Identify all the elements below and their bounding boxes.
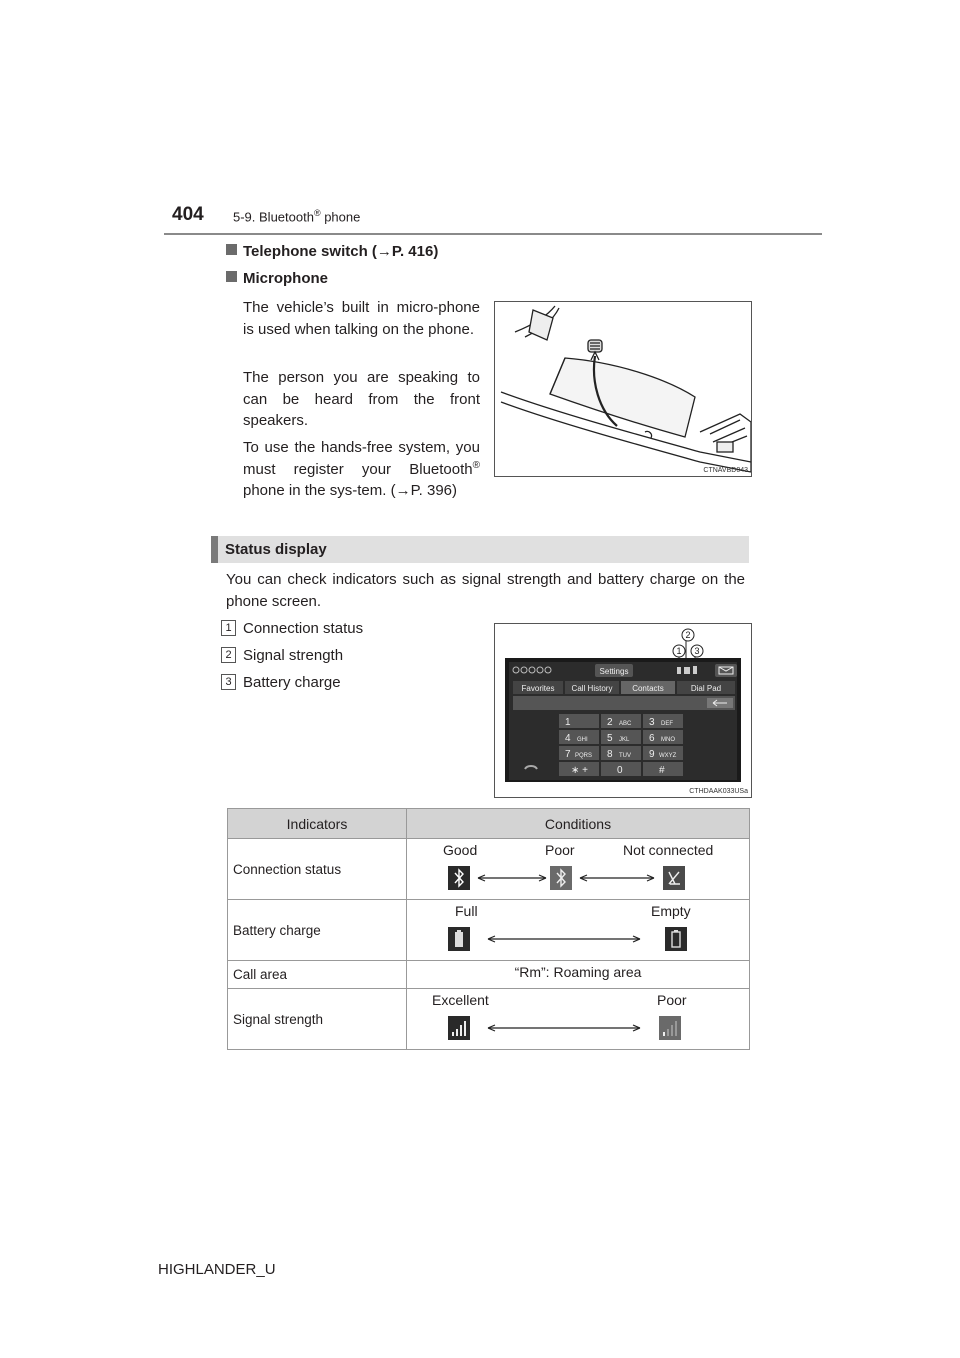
indicator-name: Connection status (228, 839, 407, 900)
list-item: Battery charge (243, 674, 341, 691)
key-digit: 6 (649, 733, 655, 744)
indicators-table (227, 808, 750, 1050)
indicator-name: Call area (228, 961, 407, 989)
callout-2: 2 (685, 630, 691, 640)
key-digit: 5 (607, 733, 613, 744)
table-row (228, 839, 750, 900)
indicator-condition: “Rm”: Roaming area (407, 961, 750, 989)
condition-label: Empty (651, 903, 691, 919)
key-letters: ABC (619, 721, 632, 727)
signal-strength-icons (448, 1016, 748, 1042)
signal-full-icon (448, 1016, 470, 1040)
list-number: 2 (221, 647, 236, 663)
key-letters: DEF (661, 721, 673, 727)
microphone-illustration (494, 301, 752, 477)
figure-code: CTNAVBD043 (703, 467, 748, 474)
microphone-paragraph-3: To use the hands-free system, you must register your Bluetooth® phone in the sys-tem. (→P. 396) (243, 439, 480, 499)
tab-dial-pad: Dial Pad (690, 684, 722, 693)
key-digit: 0 (617, 765, 623, 776)
phone-screen-drawing (495, 624, 751, 797)
tab-call-history: Call History (571, 684, 613, 693)
key-digit: 3 (649, 717, 655, 728)
key-letters: PQRS (575, 753, 593, 759)
key-letters: GHI (577, 737, 588, 743)
list-number: 1 (221, 620, 236, 636)
indicator-name: Battery charge (228, 900, 407, 961)
key-digit: ∗ + (571, 765, 588, 776)
indicator-condition (407, 989, 750, 1050)
status-display-heading (211, 536, 749, 563)
microphone-paragraph-1: The vehicle’s built in micro-phone is used when talking on the phone. (243, 299, 480, 338)
condition-label: Excellent (432, 992, 489, 1008)
header-rule (164, 233, 822, 235)
key-digit: 8 (607, 749, 613, 760)
bullet-square-icon (226, 271, 237, 282)
table-row (228, 961, 750, 989)
footer-model: HIGHLANDER_U (158, 1261, 276, 1278)
table-row (228, 900, 750, 961)
table-header: Indicators (228, 809, 407, 839)
heading-accent (211, 536, 218, 563)
microphone-heading: Microphone (226, 270, 328, 287)
key-digit: 2 (607, 717, 613, 728)
condition-label: Not connected (623, 842, 714, 858)
battery-charge-icons (448, 927, 748, 953)
indicator-name: Signal strength (228, 989, 407, 1050)
key-digit: 9 (649, 749, 655, 760)
key-letters: TUV (619, 753, 631, 759)
bullet-square-icon (226, 244, 237, 255)
tab-favorites: Favorites (521, 684, 555, 693)
microphone-paragraph-2: The person you are speaking to can be heard from the front speakers. (243, 369, 480, 429)
key-digit: 1 (565, 717, 571, 728)
tab-contacts: Contacts (632, 684, 664, 693)
status-display-intro: You can check indicators such as signal strength and battery charge on the phone screen. (226, 571, 745, 610)
condition-label: Poor (657, 992, 687, 1008)
table-header: Conditions (407, 809, 750, 839)
indicator-condition (407, 900, 750, 961)
key-digit: # (659, 765, 665, 776)
callout-3: 3 (694, 646, 700, 656)
indicator-condition (407, 839, 750, 900)
figure-code: CTHDAAK033USa (689, 788, 748, 795)
telephone-switch-heading: Telephone switch (→P. 416) (226, 243, 438, 260)
microphone-drawing (495, 302, 751, 476)
key-letters: JKL (619, 737, 630, 743)
phone-screen-figure (494, 623, 752, 798)
settings-label: Settings (599, 667, 629, 676)
key-digit: 4 (565, 733, 571, 744)
condition-label: Full (455, 903, 478, 919)
connection-status-icons (448, 866, 748, 892)
signal-weak-icon (659, 1016, 681, 1040)
list-number: 3 (221, 674, 236, 690)
page-number: 404 (172, 204, 204, 225)
callout-1: 1 (676, 646, 682, 656)
key-letters: WXYZ (659, 753, 677, 759)
status-display-title: Status display (225, 541, 327, 558)
condition-label: Poor (545, 842, 575, 858)
key-digit: 7 (565, 749, 571, 760)
condition-label: Good (443, 842, 478, 858)
list-item: Connection status (243, 620, 364, 637)
table-row (228, 989, 750, 1050)
list-item: Signal strength (243, 647, 344, 664)
key-letters: MNO (661, 737, 675, 743)
section-title: 5-9. Bluetooth® phone (233, 208, 361, 225)
